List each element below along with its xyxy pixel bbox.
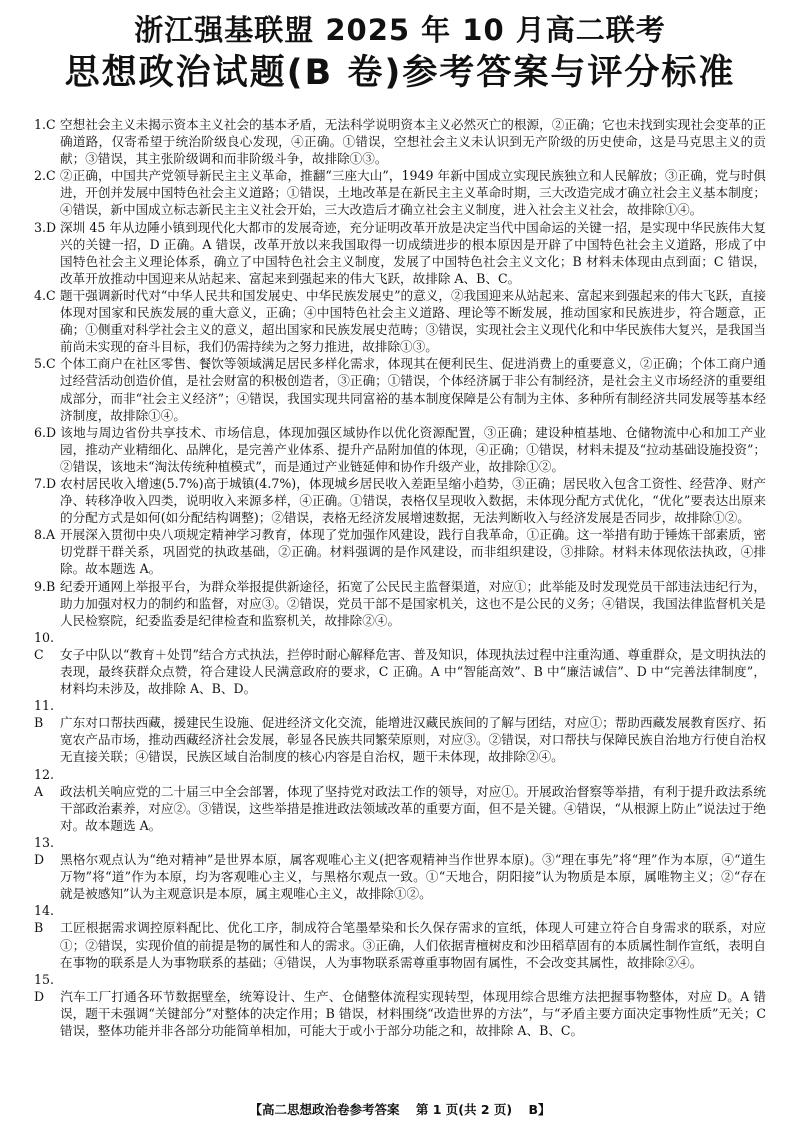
document-title: 思想政治试题(B 卷)参考答案与评分标准 — [64, 53, 736, 93]
answer-item — [34, 971, 766, 1039]
answer-number: 14.B — [34, 903, 55, 936]
answer-explanation: 政法机关响应党的二十届三中全会部署，体现了坚持党对政法工作的领导，对应①。开展政治督察等举措，有利于提升政法系统干部政治素养，对应②。③错误，这些举措是推进政法领域改革的重要方面，但不是关键。④错误，“从根源上防止”说法过于绝对。故本题选 A。 — [60, 783, 766, 833]
page-footer — [0, 1100, 800, 1118]
answer-explanation: 农村居民收入增速(5.7%)高于城镇(4.7%)，体现城乡居民收入差距呈缩小趋势，③正确；居民收入包含工资性、经营净、财产净、转移净收入四类，说明收入来源多样，④正确。①错误，表格仅呈现收入数据，未体现分配方式优化，“优化”要表达出原来的分配方式是如何(如分配结构调整)；②错误，表格无经济发展增速数据，无法判断收入与经济发展是否同步，故排除①②。 — [60, 475, 766, 526]
answer-number: 10.C — [34, 629, 55, 662]
exam-title: 浙江强基联盟 2025 年 10 月高二联考 — [134, 13, 666, 47]
answer-number: 7.D — [34, 475, 57, 491]
answer-explanation: 纪委开通网上举报平台，为群众举报提供新途径，拓宽了公民民主监督渠道，对应①；此举能及时发现党员干部违法违纪行为，助力加强对权力的制约和监督，对应③。②错误，党员干部不是国家机关，这也不是公民的义务；④错误，我国法律监督机关是人民检察院，纪委监委是纪律检查和监察机关，故排除②④。 — [60, 578, 766, 628]
answer-item — [34, 578, 766, 629]
answer-item — [34, 526, 766, 577]
answer-item — [34, 766, 766, 834]
answer-item — [34, 629, 766, 697]
answer-number: 3.D — [34, 219, 57, 235]
answer-item — [34, 475, 766, 526]
answer-explanation: 黑格尔观点认为“绝对精神”是世界本原，属客观唯心主义(把客观精神当作世界本原)。③“理在事先”将“理”作为本原，④“道生万物”将“道”作为本原，均为客观唯心主义，与黑格尔观点一致。①“天地合，阴阳接”认为物质是本原，属唯物主义；②“存在就是被感知”认为主观意识是本原，属主观唯心主义，故排除①②。 — [60, 852, 766, 902]
answer-number: 6.D — [34, 424, 57, 440]
answer-item — [34, 116, 766, 167]
answer-explanation: 该地与周边省份共享技术、市场信息，体现加强区域协作以优化资源配置，③正确；建设种植基地、仓储物流中心和加工产业园，推动产业精细化、品牌化，是完善产业体系、提升产品附加值的体现，④正确；①错误，材料未提及“拉动基础设施投资”；②错误，该地未“淘汰传统种植模式”，而是通过产业链延伸和协作升级产业，故排除①②。 — [60, 424, 766, 474]
answer-explanation: ②正确，中国共产党领导新民主主义革命，推翻“三座大山”，1949 年新中国成立实现民族独立和人民解放；③正确，党与时俱进，开创并发展中国特色社会主义道路；①错误，土地改革是在新民主主义革命时期，三大改造完成才确立社会主义基本制度；④错误，新中国成立标志新民主主义社会开始，三大改造后才确立社会主义制度，进入社会主义社会，故排除①④。 — [60, 168, 766, 218]
answer-item — [34, 287, 766, 355]
answer-item — [34, 219, 766, 287]
answer-list — [34, 116, 766, 1039]
answer-explanation: 空想社会主义未揭示资本主义社会的基本矛盾，无法科学说明资本主义必然灭亡的根源，②正确；它也未找到实现社会变革的正确道路，仅寄希望于统治阶级良心发现，④正确。①错误，空想社会主义未认识到无产阶级的历史使命，这是马克思主义的贡献；③错误，其主张阶级调和而非阶级斗争，故排除①③。 — [60, 117, 766, 167]
answer-number: 2.C — [34, 168, 56, 184]
answer-item — [34, 355, 766, 423]
answer-number: 4.C — [34, 287, 56, 303]
answer-number: 1.C — [34, 117, 56, 132]
answer-number: 12.A — [34, 766, 55, 799]
paper-version: B】 — [528, 1102, 551, 1117]
answer-explanation: 个体工商户在社区零售、餐饮等领域满足居民多样化需求，体现其在便利民生、促进消费上的重要意义，②正确；个体工商户通过经营活动创造价值，是社会财富的积极创造者，③正确；①错误，个体经济属于非公有制经济，是社会主义市场经济的重要组成部分，而非“社会主义经济”；④错误，我国实现共同富裕的基本制度保障是公有制为主体、多种所有制经济共同发展等基本经济制度，故排除①④。 — [60, 356, 766, 423]
answer-number: 5.C — [34, 356, 56, 372]
answer-item — [34, 167, 766, 218]
answer-explanation: 深圳 45 年从边陲小镇到现代化大都市的发展奇迹，充分证明改革开放是决定当代中国命运的关键一招，是实现中华民族伟大复兴的关键一招，D 正确。A 错误，改革开放以来我国取得一切成绩进步的根本原因是开辟了中国特色社会主义道路，形成了中国特色社会主义理论体系，确立了中国特色社会主义制度，发展了中国特色社会主义文化；B 材料未体现由点到面；C 错误，改革开放推动中国迎来从站起来、富起来到强起来的伟大飞跃，故排除 A、B、C。 — [60, 219, 766, 286]
answer-item — [34, 902, 766, 970]
answer-explanation: 工匠根据需求调控原料配比、优化工序，制成符合笔墨晕染和长久保存需求的宣纸，体现人可建立符合自身需求的联系，对应①；②错误，实现价值的前提是物的属性和人的需求。③正确，人们依据青檀树皮和沙田稻草固有的本质属性制作宣纸，表明自在事物的联系是人为事物联系的基础；④错误，人为事物联系需尊重事物固有属性，不会改变其属性，故排除②④。 — [60, 920, 766, 970]
answer-explanation: 开展深入贯彻中央八项规定精神学习教育，体现了党加强作风建设，践行自我革命，①正确。这一举措有助于锤炼干部素质，密切党群干群关系，巩固党的执政基础，②正确。材料强调的是作风建设，而非组织建设，③排除。材料未体现依法执政，④排除。故本题选 A。 — [60, 527, 766, 577]
answer-explanation: 汽车工厂打通各环节数据壁垒，统筹设计、生产、仓储整体流程实现转型，体现用综合思维方法把握事物整体，对应 D。A 错误，题干未强调“关键部分”对整体的决定作用；B 错误，材料围绕“改造世界的方法”，与“矛盾主要方面决定事物性质”无关；C 错误，整体功能并非各部分功能简单相加，可能大于或小于部分功能之和，故排除 A、B、C。 — [60, 988, 766, 1038]
answer-item — [34, 424, 766, 475]
answer-number: 8.A — [34, 527, 56, 543]
answer-explanation: 女子中队以“教育＋处罚”结合方式执法，拦停时耐心解释危害、普及知识，体现执法过程中注重沟通、尊重群众，是文明执法的表现，最终获群众点赞，符合建设人民满意政府的要求，C 正确。A 中“智能高效”、B 中“廉洁诚信”、D 中“完善法律制度”，材料均未涉及，故排除 A、B、D。 — [60, 646, 766, 697]
answer-number: 13.D — [34, 834, 55, 868]
answer-number: 15.D — [34, 971, 55, 1004]
page-number: 第 1 页(共 2 页) — [415, 1102, 513, 1117]
answer-item — [34, 834, 766, 902]
footer-label: 【高二思想政治卷参考答案 — [249, 1102, 400, 1117]
answer-item — [34, 697, 766, 765]
answer-number: 9.B — [34, 578, 56, 594]
answer-number: 11.B — [34, 698, 55, 731]
answer-explanation: 广东对口帮扶西藏，援建民生设施、促进经济文化交流，能增进汉藏民族间的了解与团结，对应①；帮助西藏发展教育医疗、拓宽农产品市场，推动西藏经济社会发展，彰显各民族共同繁荣原则，对应③。②错误，对口帮扶与保障民族自治地方行使自治权无直接关联；④错误，民族区域自治制度的核心内容是自治权，题干未体现，故排除②④。 — [60, 715, 766, 765]
answer-explanation: 题干强调新时代对“中华人民共和国发展史、中华民族发展史”的意义，②我国迎来从站起来、富起来到强起来的伟大飞跃，直接体现对国家和民族发展的重大意义，正确；④中国特色社会主义道路、理论等不断发展，推动国家和民族进步，符合题意，正确；①侧重对科学社会主义的意义，超出国家和民族发展史范畴；③错误，实现社会主义现代化和中华民族伟大复兴，是我国当前尚未实现的奋斗目标，我们仍需持续为之努力推进，故排除①③。 — [60, 287, 766, 355]
